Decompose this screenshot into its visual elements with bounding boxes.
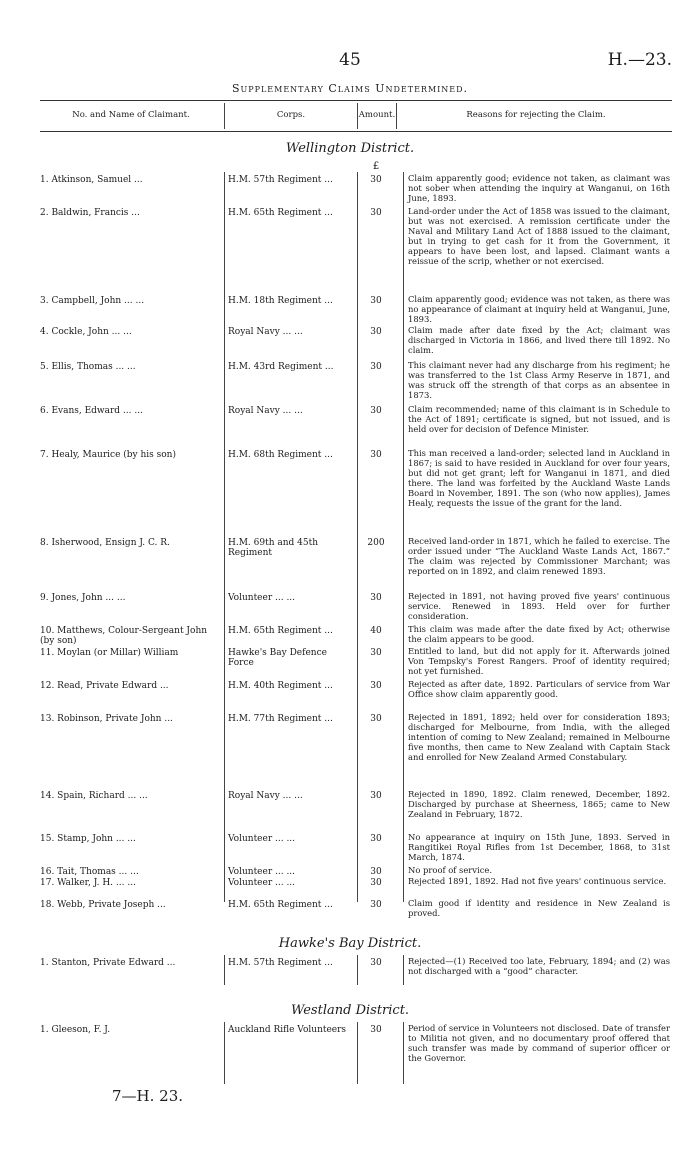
claimant-corps: Auckland Rifle Volunteers <box>228 1025 347 1035</box>
rejection-reason: This man received a land-order; selected land in Auckland in 1867; is said to have resided in Auckland for over four years, but did not get grant; left for Wanganui in 1871, and died there. The land was forfeited by the Auckland Waste Lands Board in November, 1891. The son (who now applies), James Healy, requests the issue of the grant for the land. <box>408 448 670 508</box>
rejection-reason: Claim recommended; name of this claimant is in Schedule to the Act of 1891; certificate is signed, but not issued, and is held over for decision of Defence Minister. <box>408 404 670 434</box>
claimant-corps: H.M. 57th Regiment ... <box>228 175 333 185</box>
column-divider <box>357 172 358 902</box>
claimant-corps: H.M. 57th Regiment ... <box>228 958 333 968</box>
column-divider <box>357 955 358 985</box>
claimant-corps: H.M. 68th Regiment ... <box>228 450 333 460</box>
paper-reference: H.—23. <box>607 50 672 70</box>
column-divider <box>357 1022 358 1084</box>
claimant-name: 7. Healy, Maurice (by his son) <box>40 450 176 460</box>
claimant-name: 1. Gleeson, F. J. <box>40 1025 111 1035</box>
claimant-corps: Volunteer ... ... <box>228 834 296 844</box>
rejection-reason: Claim made after date fixed by the Act; claimant was discharged in Victoria in 1866, and lived there till 1892. No claim. <box>408 325 670 355</box>
column-divider <box>224 172 225 902</box>
rejection-reason: This claim was made after the date fixed by Act; otherwise the claim appears to be good. <box>408 624 670 644</box>
claimant-name: 8. Isherwood, Ensign J. C. R. <box>40 538 170 548</box>
claimant-corps: H.M. 65th Regiment ... <box>228 626 333 636</box>
claimant-name: 16. Tait, Thomas ... ... <box>40 867 139 877</box>
column-divider <box>224 1022 225 1084</box>
claim-amount: 30 <box>370 958 382 968</box>
claim-amount: 30 <box>370 296 382 306</box>
rejection-reason: No appearance at inquiry on 15th June, 1893. Served in Rangitikei Royal Rifles from 1st December, 1868, to 31st March, 1874. <box>408 832 670 862</box>
claimant-corps: Volunteer ... ... <box>228 878 296 888</box>
rejection-reason: Rejected 1891, 1892. Had not five years' continuous service. <box>408 876 667 886</box>
claimant-name: 9. Jones, John ... ... <box>40 593 126 603</box>
claimant-name: 1. Stanton, Private Edward ... <box>40 958 176 968</box>
claimant-name: 10. Matthews, Colour-Sergeant John (by son) <box>40 626 208 646</box>
header-divider <box>224 103 225 129</box>
claim-amount: 30 <box>370 900 382 910</box>
claimant-corps: Hawke's Bay Defence Force <box>228 648 327 668</box>
claim-amount: 40 <box>370 626 382 636</box>
claimant-corps: H.M. 77th Regiment ... <box>228 714 333 724</box>
claimant-name: 13. Robinson, Private John ... <box>40 714 173 724</box>
header-divider <box>396 103 397 129</box>
column-divider <box>403 1022 404 1084</box>
rejection-reason: Land-order under the Act of 1858 was issued to the claimant, but was not exercised. A remission certificate under the Naval and Military Land Act of 1888 issued to the claimant, but in trying to get cash for it from the Government, it appears to have been lost, and lapsed. Claimant wants a reissue of the scrip, whether or not exercised. <box>408 206 670 266</box>
claim-amount: 30 <box>370 327 382 337</box>
claim-amount: 30 <box>370 714 382 724</box>
column-header-corps: Corps. <box>276 110 306 120</box>
claimant-corps: Royal Navy ... ... <box>228 406 303 416</box>
rejection-reason: Rejected in 1891, 1892; held over for consideration 1893; discharged for Melbourne, from India, with the alleged intention of coming to New Zealand; remained in Melbourne five months, then came to New Zealand with Captain Stack and enrolled for New Zealand Armed Constabulary. <box>408 712 670 762</box>
sheet-signature: 7—H. 23. <box>112 1087 184 1105</box>
claimant-corps: H.M. 65th Regiment ... <box>228 208 333 218</box>
claim-amount: 30 <box>370 648 382 658</box>
claim-amount: 30 <box>370 1025 382 1035</box>
claim-amount: 30 <box>370 791 382 801</box>
claim-amount: 30 <box>370 450 382 460</box>
header-top-rule <box>40 100 672 101</box>
claim-amount: 30 <box>370 362 382 372</box>
claim-amount: 30 <box>370 867 382 877</box>
claim-amount: 30 <box>370 593 382 603</box>
column-divider <box>403 172 404 902</box>
claim-amount: 30 <box>370 208 382 218</box>
claimant-corps: H.M. 18th Regiment ... <box>228 296 333 306</box>
rejection-reason: Period of service in Volunteers not disclosed. Date of transfer to Militia not given, and no documentary proof offered that such transfer was made by command of superior officer or the Governor. <box>408 1023 670 1063</box>
claimant-name: 15. Stamp, John ... ... <box>40 834 136 844</box>
claimant-name: 12. Read, Private Edward ... <box>40 681 169 691</box>
claimant-name: 11. Moylan (or Millar) William <box>40 648 179 658</box>
claim-amount: 30 <box>370 406 382 416</box>
rejection-reason: This claimant never had any discharge from his regiment; he was transferred to the 1st Class Army Reserve in 1871, and was struck off the strength of that corps as an absentee in 1873. <box>408 360 670 400</box>
claimant-corps: Volunteer ... ... <box>228 593 296 603</box>
column-header-reasons: Reasons for rejecting the Claim. <box>466 110 606 120</box>
claimant-corps: H.M. 69th and 45th Regiment <box>228 538 319 558</box>
rejection-reason: Rejected in 1891, not having proved five years' continuous service. Renewed in 1893. Held over for further consideration. <box>408 591 670 621</box>
claimant-name: 5. Ellis, Thomas ... ... <box>40 362 136 372</box>
claimant-name: 2. Baldwin, Francis ... <box>40 208 140 218</box>
district-heading-westland: Westland District. <box>290 1003 410 1018</box>
header-divider <box>357 103 358 129</box>
claimant-name: 6. Evans, Edward ... ... <box>40 406 143 416</box>
claimant-name: 14. Spain, Richard ... ... <box>40 791 148 801</box>
district-heading-hawkes-bay: Hawke's Bay District. <box>278 936 422 951</box>
district-heading-wellington: Wellington District. <box>285 141 415 156</box>
column-header-name: No. and Name of Claimant. <box>72 110 190 120</box>
rejection-reason: Claim good if identity and residence in New Zealand is proved. <box>408 898 670 918</box>
page-title: Supplementary Claims Undetermined. <box>231 82 469 95</box>
column-divider <box>403 955 404 985</box>
amount-currency-symbol: £ <box>372 161 380 172</box>
claim-amount: 30 <box>370 681 382 691</box>
rejection-reason: Claim apparently good; evidence was not taken, as there was no appearance of claimant at inquiry held at Wanganui, June, 1893. <box>408 294 670 324</box>
claim-amount: 30 <box>370 878 382 888</box>
claimant-corps: H.M. 40th Regiment ... <box>228 681 333 691</box>
rejection-reason: No proof of service. <box>408 865 493 875</box>
rejection-reason: Rejected—(1) Received too late, February, 1894; and (2) was not discharged with a “good” character. <box>408 956 670 976</box>
claimant-corps: H.M. 65th Regiment ... <box>228 900 333 910</box>
rejection-reason: Entitled to land, but did not apply for it. Afterwards joined Von Tempsky's Forest Rangers. Proof of identity required; not yet furnished. <box>408 646 670 676</box>
claimant-name: 4. Cockle, John ... ... <box>40 327 132 337</box>
header-bottom-rule <box>40 131 672 132</box>
claimant-name: 18. Webb, Private Joseph ... <box>40 900 166 910</box>
claimant-name: 1. Atkinson, Samuel ... <box>40 175 143 185</box>
claimant-name: 17. Walker, J. H. ... ... <box>40 878 136 888</box>
claim-amount: 200 <box>367 538 385 548</box>
claimant-corps: Royal Navy ... ... <box>228 327 303 337</box>
claimant-name: 3. Campbell, John ... ... <box>40 296 145 306</box>
claimant-corps: Royal Navy ... ... <box>228 791 303 801</box>
rejection-reason: Claim apparently good; evidence not taken, as claimant was not sober when attending the inquiry at Wanganui, on 16th June, 1893. <box>408 173 670 203</box>
claim-amount: 30 <box>370 834 382 844</box>
page-number: 45 <box>339 50 361 70</box>
claimant-corps: H.M. 43rd Regiment ... <box>228 362 334 372</box>
claim-amount: 30 <box>370 175 382 185</box>
rejection-reason: Received land-order in 1871, which he failed to exercise. The order issued under “The Auckland Waste Lands Act, 1867.” The claim was rejected by Commissioner Marchant; was reported on in 1892, and claim renewed 1893. <box>408 536 670 576</box>
rejection-reason: Rejected in 1890, 1892. Claim renewed, December, 1892. Discharged by purchase at Sheerness, 1865; came to New Zealand in February, 1872. <box>408 789 670 819</box>
rejection-reason: Rejected as after date, 1892. Particulars of service from War Office show claim apparently good. <box>408 679 670 699</box>
claimant-corps: Volunteer ... ... <box>228 867 296 877</box>
column-divider <box>224 955 225 985</box>
column-header-amount: Amount. <box>358 110 396 120</box>
